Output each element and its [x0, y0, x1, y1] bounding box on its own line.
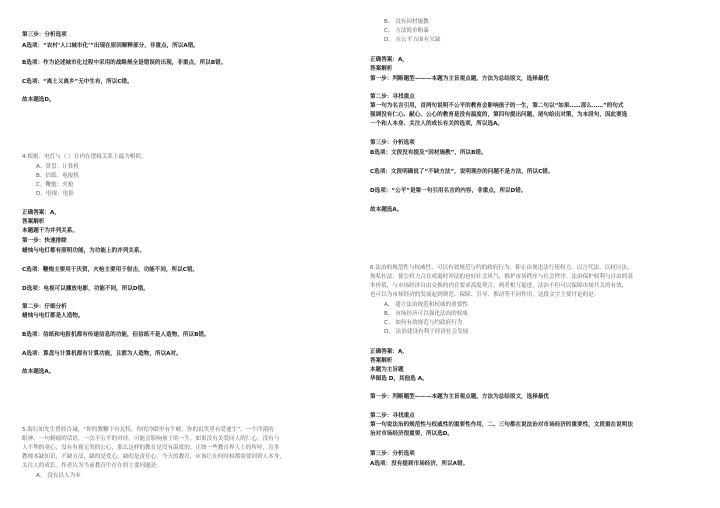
q5-stem-line-3: 人不埋的童心，没有有视无类的公心，那么这样的教育是没有温度的。正如一些教育界人士的所呼，育多 — [22, 445, 280, 451]
q5-option-b: B、 没有因材施教 — [384, 19, 429, 25]
q4-option-a-analysis: A选项：算盘与计算机都有计算功能，且都为人造物，所以A对。 — [22, 351, 182, 357]
q6-key-type: 本题为主旨题 — [370, 367, 404, 373]
q5-stem-line-1: 5.海行知先生曾经告诫，“你的教鞭下有瓦特，你的冷眼里有牛顿，你的讥笑里有爱迪生”。一个冷漠的 — [22, 427, 274, 433]
q6-stem-line-2: 徇私枉法，使公权力合在成遏时冲法的也好社会风气，推护市场秩序与社会秩序。法治保护权利与自由的基 — [370, 274, 633, 280]
q5-step2-line-2: 强调没有仁心、献心、公心的教育是没有温度的，第四句提出问题，尾句给出对策，为本段句，因此要选 — [370, 112, 628, 118]
q6-stem-line-3: 本价值，与市场经济自由交换的内在要求高度契合。两者相互促进，法治不但可以保障市场共关的有效， — [370, 283, 628, 289]
q3-option-c-analysis: C选项：“离土又离乡”无中生有，所以C错。 — [22, 79, 133, 85]
q4-option-a: A、算盘：计算机 — [36, 164, 79, 170]
q4-option-b: B、信纸：电报机 — [36, 173, 79, 179]
q6-step1: 第一步：判断题型———本题为主旨观点题，方法为总结原文，选择最优 — [370, 394, 550, 400]
q4-correct-answer: 正确答案：A， — [22, 210, 60, 216]
q6-stem-line-1: 6.法治的规范性与权威性，可以有效规范与约的政府行为，抑止由现违法行使权力、以言代法、以权压法、 — [370, 265, 633, 271]
q5-step2-line-3: 一个和人本身、关注人的成长有关的选项，所以选A。 — [370, 121, 503, 127]
q5-stem-line-2: 眼神、一句刺痛的话语，一次不公平的对待，可能会影响孩子的一生。如果没有关爱同人的仁心，没有与 — [22, 436, 280, 442]
q6-step2: 第二步：寻找重点 — [370, 413, 415, 419]
q5-step2: 第二步：寻找重点 — [370, 94, 415, 100]
q6-option-a: A、 建立法治规范和权威的重要性 — [384, 302, 468, 308]
q3-option-b-analysis: B选项：作为论述城市化过程中采用的战略规全是错误的出现，非重点，所以B错。 — [22, 60, 227, 66]
q5-option-c: C、 方法简单粗暴 — [384, 28, 429, 34]
q5-option-b-analysis: B选项：文段没有提及“因材施教”，所以B错。 — [370, 150, 487, 156]
q4-step2-text: 蜡烛与电灯都是人造物。 — [22, 313, 84, 319]
q5-answer: 故本题选A。 — [370, 207, 403, 213]
q5-stem-line-4: 教师本缺知识，不缺方法，缺的是爱心，缺的是责任心。今天的教育，应该让在何时候都需要回到人本身， — [22, 454, 285, 460]
q4-option-b-analysis: B选项：信纸和电报机都有传递信息的功能，但信纸不是人造物，所以B错。 — [22, 332, 210, 338]
q4-option-d: D、电视：电影 — [36, 191, 74, 197]
q6-option-a-analysis: A选项：没有提到市场经济，所以A错。 — [370, 461, 469, 467]
q6-step2-line-2: 治对市场经济很重要，所以选D。 — [370, 431, 453, 437]
q6-stem-line-4: 也可以为市场经济的发展起到规范、保障、引导、推动等不同作用，这段文字主要讨论的是： — [370, 292, 600, 298]
q5-correct-answer: 正确答案：A， — [370, 57, 408, 63]
q4-stem: 4.根据：电灯与（ ）在内在逻辑关系上最为相似。 — [22, 154, 147, 160]
q3-answer: 故本题选D。 — [22, 97, 55, 103]
q4-answer: 故本题选A。 — [22, 369, 55, 375]
q6-step3: 第三步：分析选项 — [370, 451, 415, 457]
q5-option-d-analysis: D选项：“公平”是第一句引用名言的内容，非重点，所以D错。 — [370, 188, 527, 194]
q3-option-a-analysis: A选项：“农村‘人口城市化’”出现在原因解释部分，非重点，所以A错。 — [22, 43, 199, 49]
q6-key-note: 华图选 D，其他选 A。 — [370, 376, 428, 382]
q6-option-b: B、 市场经济可以强化法治的权威 — [384, 311, 468, 317]
q5-step3: 第三步：分析选项 — [370, 140, 415, 146]
q6-explain-heading: 答案解析 — [370, 358, 393, 364]
q6-correct-answer: 正确答案：A， — [370, 349, 408, 355]
q5-option-d: D、 在公平方面有欠缺 — [384, 37, 441, 43]
q4-option-c: C、鞭炮：火枪 — [36, 182, 74, 188]
q6-step2-line-1: 第一句说法治的规范性与权威性的重要性作用，二、三句都在说法治对市场经济的重要性，文段重在说明法 — [370, 422, 633, 428]
q6-option-c: C、 如何有效规范与约政府行为 — [384, 320, 463, 326]
q4-explain-heading: 答案解析 — [22, 219, 45, 225]
q4-option-c-analysis: C选项：鞭炮主要用于庆贺，火枪主要用于射击，功能不同，所以C错。 — [22, 267, 199, 273]
q5-option-a: A、 没有以人为本 — [36, 473, 81, 479]
q5-step1: 第一步：判断题型———本题为主旨观点题，方法为总结原文，选择最优 — [370, 76, 550, 82]
q5-explain-heading: 答案解析 — [370, 66, 393, 72]
q6-option-d: D、 法治建设有利于经济社会发展 — [384, 329, 469, 335]
q4-step1-text: 蜡烛与电灯都有照明功能，为功能上的并列关系。 — [22, 248, 146, 254]
q5-step2-line-1: 第一句为名言引用，首两句说明不公平的教育会影响孩子的一生，第二句以“如果……那么……”的句式 — [370, 103, 624, 109]
q3-step3: 第三步：分析选项 — [22, 32, 67, 38]
q4-step2: 第二步：仔细分析 — [22, 304, 67, 310]
q4-option-d-analysis: D选项：电视可以播放电影，功能不同，所以D错。 — [22, 286, 149, 292]
q4-key-relation: 本题题干为并列关系。 — [22, 228, 78, 234]
q5-stem-line-5: 关注人的成长。作者认为当前教育中存在的主要问题是： — [22, 463, 162, 469]
q5-option-c-analysis: C选项：文段明确说了“不缺方法”，说明现存的问题不是方法，所以C错。 — [370, 169, 554, 175]
q4-step1: 第一步：快速排除 — [22, 238, 67, 244]
